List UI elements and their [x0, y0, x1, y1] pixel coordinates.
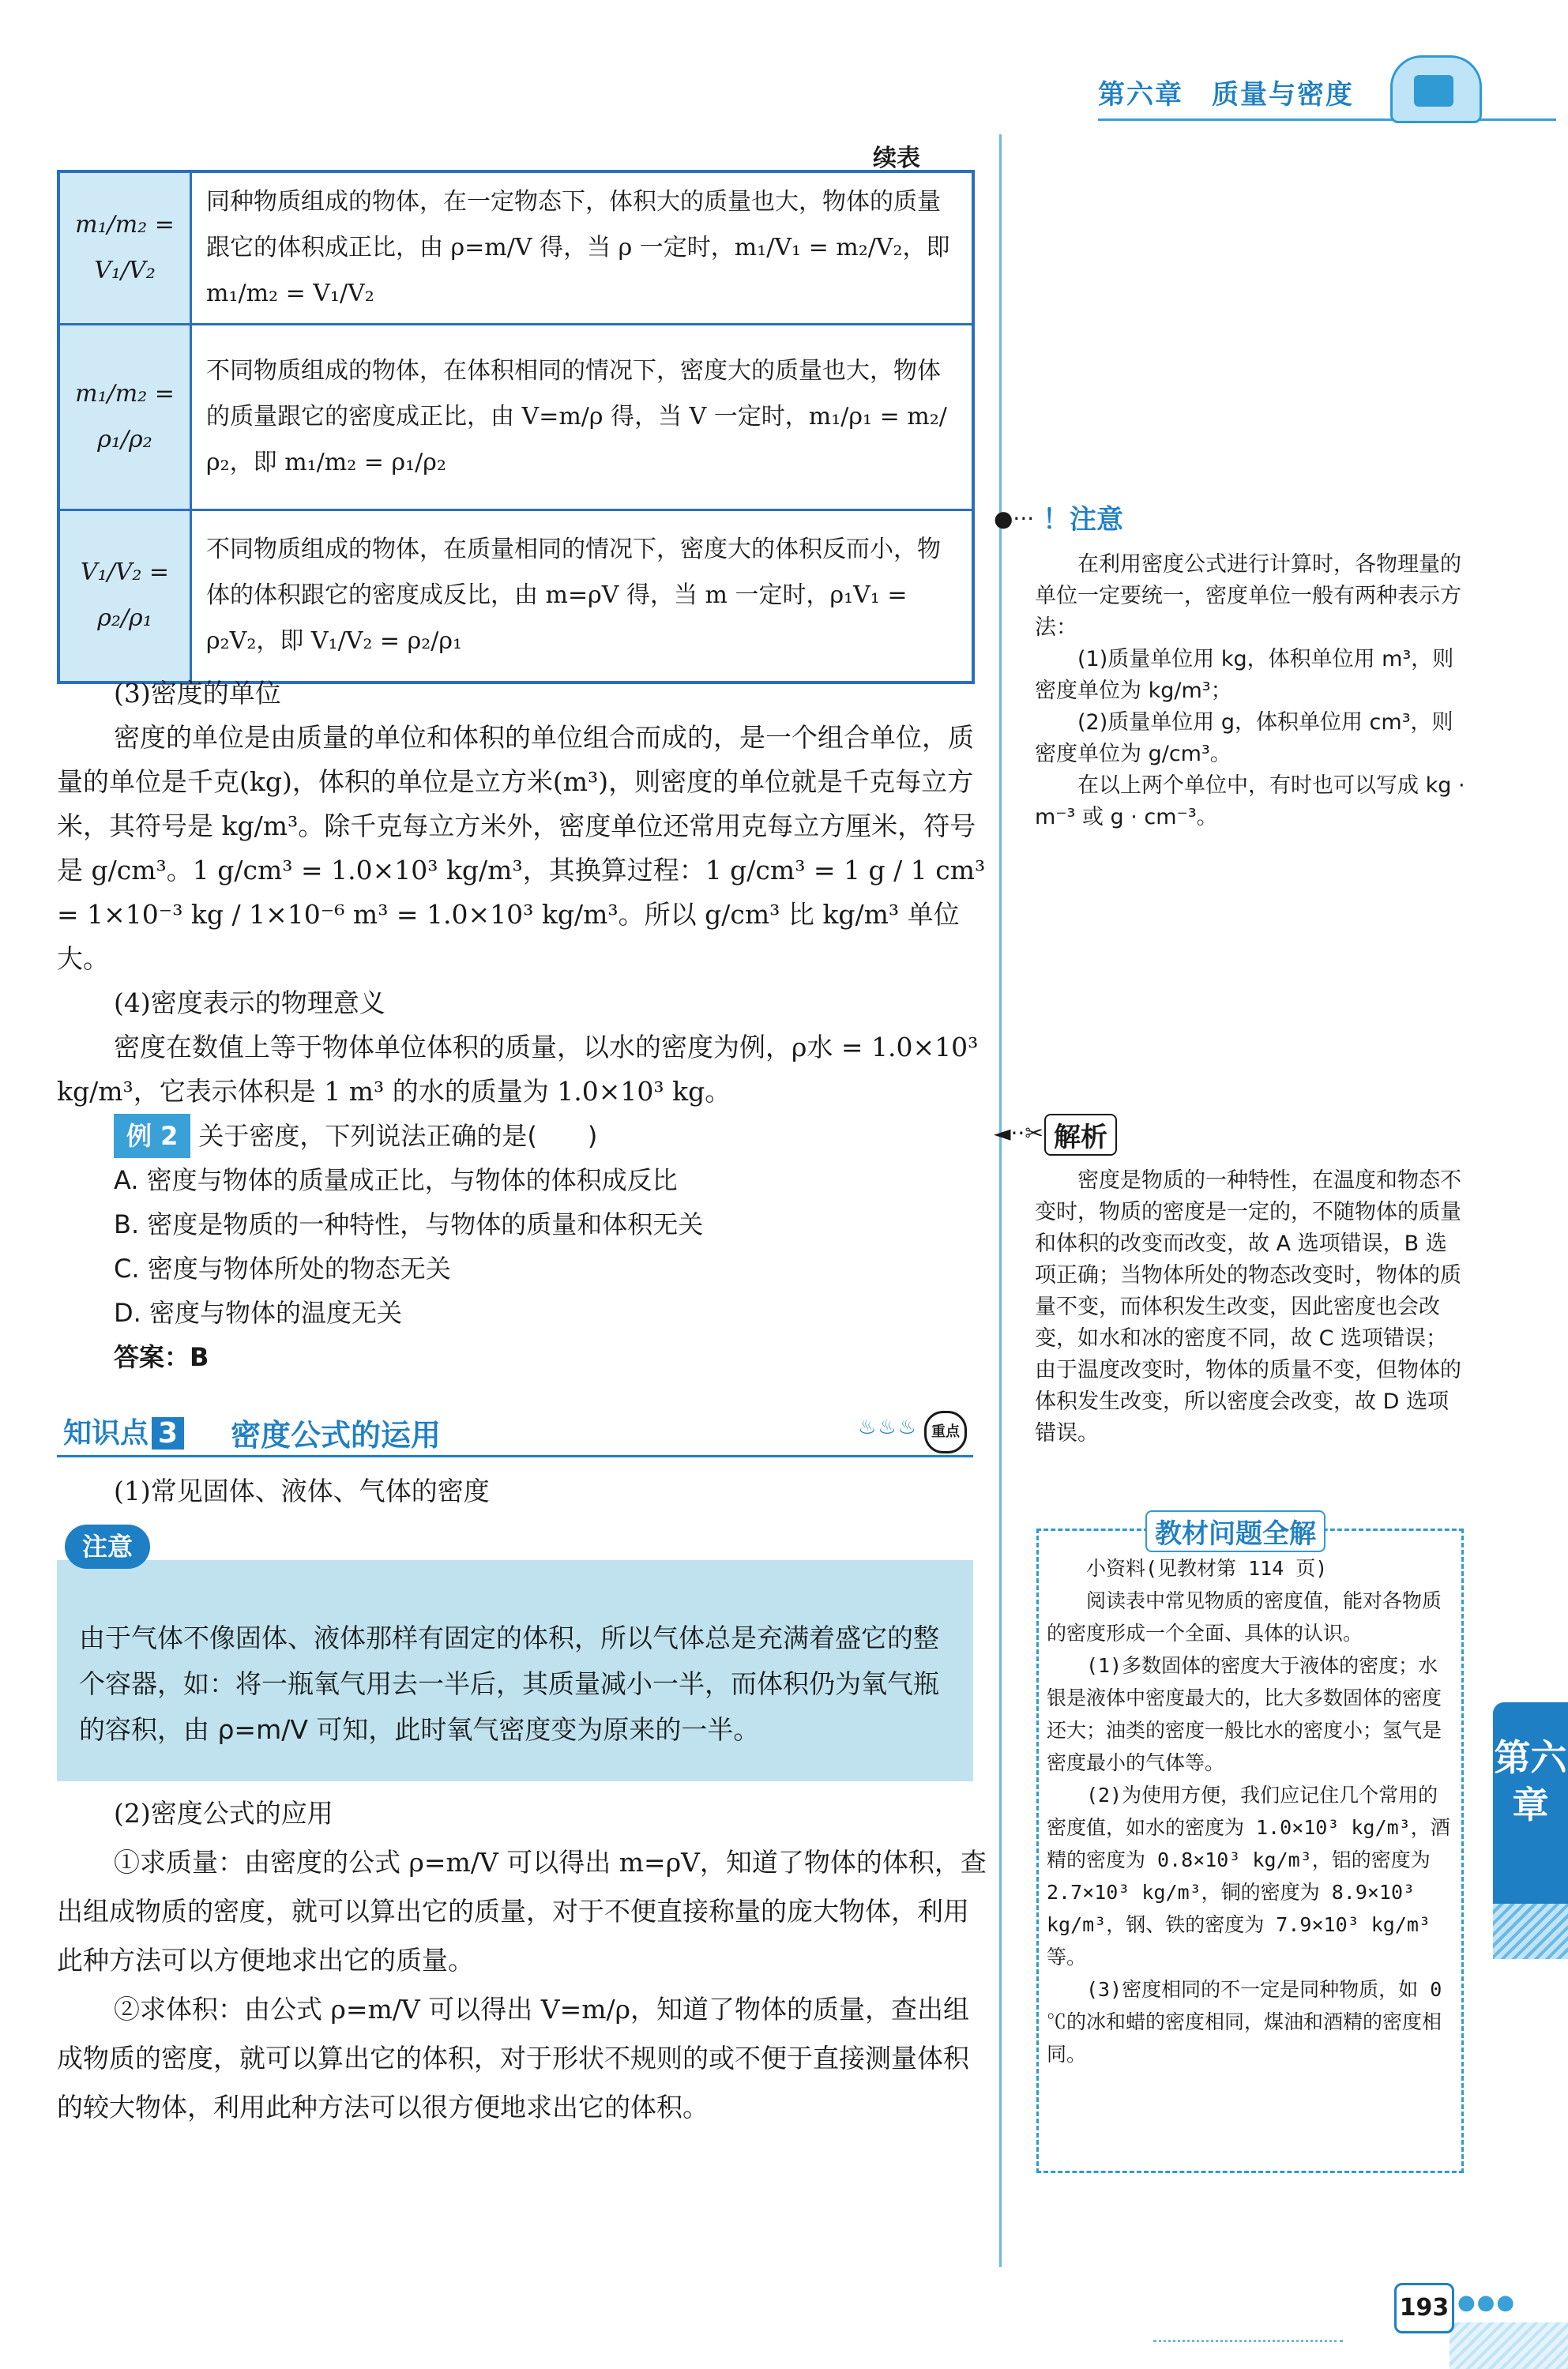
- option-c: C. 密度与物体所处的物态无关: [114, 1254, 451, 1284]
- analysis-tag: 解析: [1044, 1114, 1117, 1156]
- textbook-source: 小资料(见教材第 114 页): [1086, 1557, 1328, 1580]
- textbook-para: (1)多数固体的密度大于液体的密度；水银是液体中密度最大的，比大多数固体的密度还大；油类的密度一般比水的密度小；氢气是密度最小的气体等。: [1047, 1654, 1442, 1774]
- note-text: 由于气体不像固体、液体那样有固定的体积，所以气体总是充满着盛它的整个容器，如：将一瓶氧气用去一半后，其质量减小一半，而体积仍为氧气瓶的容积，由 ρ=m/V 可知，此时氧气密度变为原来的一半。: [79, 1623, 939, 1745]
- option-b: B. 密度是物质的一种特性，与物体的质量和体积无关: [114, 1209, 704, 1239]
- section-heading: (4)密度表示的物理意义: [114, 987, 385, 1018]
- attention-para: 在利用密度公式进行计算时，各物理量的单位一定要统一，密度单位一般有两种表示方法：: [1035, 552, 1461, 640]
- knowledge-point-title: 密度公式的运用: [231, 1418, 442, 1453]
- explanation-cell: 不同物质组成的物体，在质量相同的情况下，密度大的体积反而小，物体的体积跟它的密度成反比，由 m=ρV 得，当 m 一定时，ρ₁V₁ = ρ₂V₂，即 V₁/V₂ = ρ₂/ρ₁: [191, 510, 974, 682]
- note-tag: 注意: [65, 1525, 150, 1569]
- answer: 答案：B: [114, 1342, 209, 1372]
- textbook-para: 阅读表中常见物质的密度值，能对各物质的密度形成一个全面、具体的认识。: [1047, 1589, 1442, 1645]
- chapter-tab-hatch: [1493, 1904, 1568, 1959]
- pointer-arrow-icon: ●···: [994, 506, 1035, 532]
- example-badge: 例 2: [114, 1114, 190, 1158]
- section-k2: [57, 1789, 989, 2132]
- analysis-para: 密度是物质的一种特性，在温度和物态不变时，物质的密度是一定的，不随物体的质量和体积的改变而改变，故 A 选项错误，B 选项正确；当物体所处的物态改变时，物体的质量不变，而体积发生改变，因此密度也会改变，如水和冰的密度不同，故 C 选项错误；由于温度改变时，物体的质量不变，但物体的体积发生改变，所以密度会改变，故 D 选项错误。: [1035, 1168, 1461, 1446]
- header-rule: [1098, 118, 1556, 121]
- table-row: [58, 325, 973, 510]
- attention-para: 在以上两个单位中，有时也可以写成 kg · m⁻³ 或 g · cm⁻³。: [1035, 773, 1465, 829]
- footer-bar: [1450, 2322, 1568, 2369]
- textbook-text: [1047, 1552, 1451, 2070]
- book-logo-inner: [1414, 75, 1453, 107]
- flame-icon: ♨♨♨: [858, 1416, 918, 1439]
- paragraph: 密度在数值上等于物体单位体积的质量，以水的密度为例，ρ水 = 1.0×10³ kg/m³，它表示体积是 1 m³ 的水的质量为 1.0×10³ kg。: [57, 1032, 979, 1107]
- paragraph: ②求体积：由公式 ρ=m/V 可以得出 V=m/ρ，知道了物体的质量，查出组成物质的密度，就可以算出它的体积，对于形状不规则的或不便于直接测量体积的较大物体，利用此种方法可以很方便地求出它的体积。: [57, 1994, 970, 2123]
- column-divider: [999, 134, 1002, 2267]
- analysis-text: [1035, 1165, 1465, 1450]
- key-point-badge: 重点: [924, 1411, 967, 1453]
- chapter-header: 第六章 质量与密度: [1098, 79, 1354, 111]
- option-a: A. 密度与物体的质量成正比，与物体的体积成反比: [114, 1165, 678, 1195]
- chapter-tab: 第六章: [1493, 1702, 1568, 1904]
- paragraph: ①求质量：由密度的公式 ρ=m/V 可以得出 m=ρV，知道了物体的体积，查出组成物质的密度，就可以算出它的质量，对于不便直接称量的庞大物体，利用此种方法可以方便地求出它的质量。: [57, 1847, 987, 1976]
- section-units: [57, 671, 989, 1379]
- formula-table: [57, 170, 975, 684]
- page-number: 193: [1394, 2283, 1454, 2333]
- section-heading: (3)密度的单位: [114, 678, 281, 709]
- section-heading: (2)密度公式的应用: [114, 1798, 333, 1829]
- continued-label: 续表: [873, 145, 920, 172]
- textbook-para: (3)密度相同的不一定是同种物质，如 0 ℃的冰和蜡的密度相同，煤油和酒精的密度相同。: [1047, 1978, 1442, 2066]
- paragraph: 密度的单位是由质量的单位和体积的单位组合而成的，是一个组合单位，质量的单位是千克(kg)，体积的单位是立方米(m³)，则密度的单位就是千克每立方米，其符号是 kg/m³。除千克每立方米外，密度单位还常用克每立方厘米，符号是 g/cm³。1 g/cm³ = 1.0×10³ kg/m³，其换算过程：1 g/cm³ = 1 g / 1 cm³ = 1×10⁻³ kg / 1×10⁻⁶ m³ = 1.0×10³ kg/m³。所以 g/cm³ 比 kg/m³ 单位大。: [57, 722, 986, 974]
- example-question-text: 关于密度，下列说法正确的是( ): [198, 1121, 598, 1151]
- table-row: [58, 171, 973, 325]
- formula-cell: m₁/m₂ = V₁/V₂: [58, 171, 191, 325]
- attention-text: [1035, 549, 1465, 833]
- textbook-title: 教材问题全解: [1145, 1510, 1325, 1552]
- knowledge-point-header: [57, 1406, 973, 1457]
- scissors-arrow-icon: ◄··✂: [994, 1120, 1043, 1146]
- explanation-cell: 不同物质组成的物体，在体积相同的情况下，密度大的质量也大，物体的质量跟它的密度成正比，由 V=m/ρ 得，当 V 一定时，m₁/ρ₁ = m₂/ρ₂，即 m₁/m₂ = ρ₁/ρ₂: [191, 325, 974, 510]
- example-question: [57, 1114, 989, 1158]
- attention-tag: ！注意: [1043, 504, 1123, 536]
- section-k1: [57, 1469, 989, 1514]
- knowledge-point-number: 3: [152, 1417, 184, 1450]
- explanation-cell: 同种物质组成的物体，在一定物态下，体积大的质量也大，物体的质量跟它的体积成正比，由 ρ=m/V 得，当 ρ 一定时，m₁/V₁ = m₂/V₂，即 m₁/m₂ = V₁/V₂: [191, 171, 974, 325]
- attention-para: (1)质量单位用 kg，体积单位用 m³，则密度单位为 kg/m³；: [1035, 647, 1454, 703]
- footer-rule: [1153, 2340, 1343, 2342]
- formula-cell: m₁/m₂ = ρ₁/ρ₂: [58, 325, 191, 510]
- knowledge-point-label: 知识点 3: [63, 1411, 187, 1451]
- page-dots-icon: ●●●: [1457, 2291, 1517, 2314]
- option-d: D. 密度与物体的温度无关: [114, 1298, 402, 1328]
- attention-para: (2)质量单位用 g，体积单位用 cm³，则密度单位为 g/cm³。: [1035, 710, 1453, 766]
- textbook-para: (2)为使用方便，我们应记住几个常用的密度值，如水的密度为 1.0×10³ kg/m³，酒精的密度为 0.8×10³ kg/m³，铝的密度为 2.7×10³ kg/m³，铜的密度为 8.9×10³ kg/m³，钢、铁的密度为 7.9×10³ kg/m³ 等。: [1047, 1784, 1450, 1969]
- formula-cell: V₁/V₂ = ρ₂/ρ₁: [58, 510, 191, 682]
- table-row: [58, 510, 973, 682]
- section-heading: (1)常见固体、液体、气体的密度: [114, 1476, 490, 1506]
